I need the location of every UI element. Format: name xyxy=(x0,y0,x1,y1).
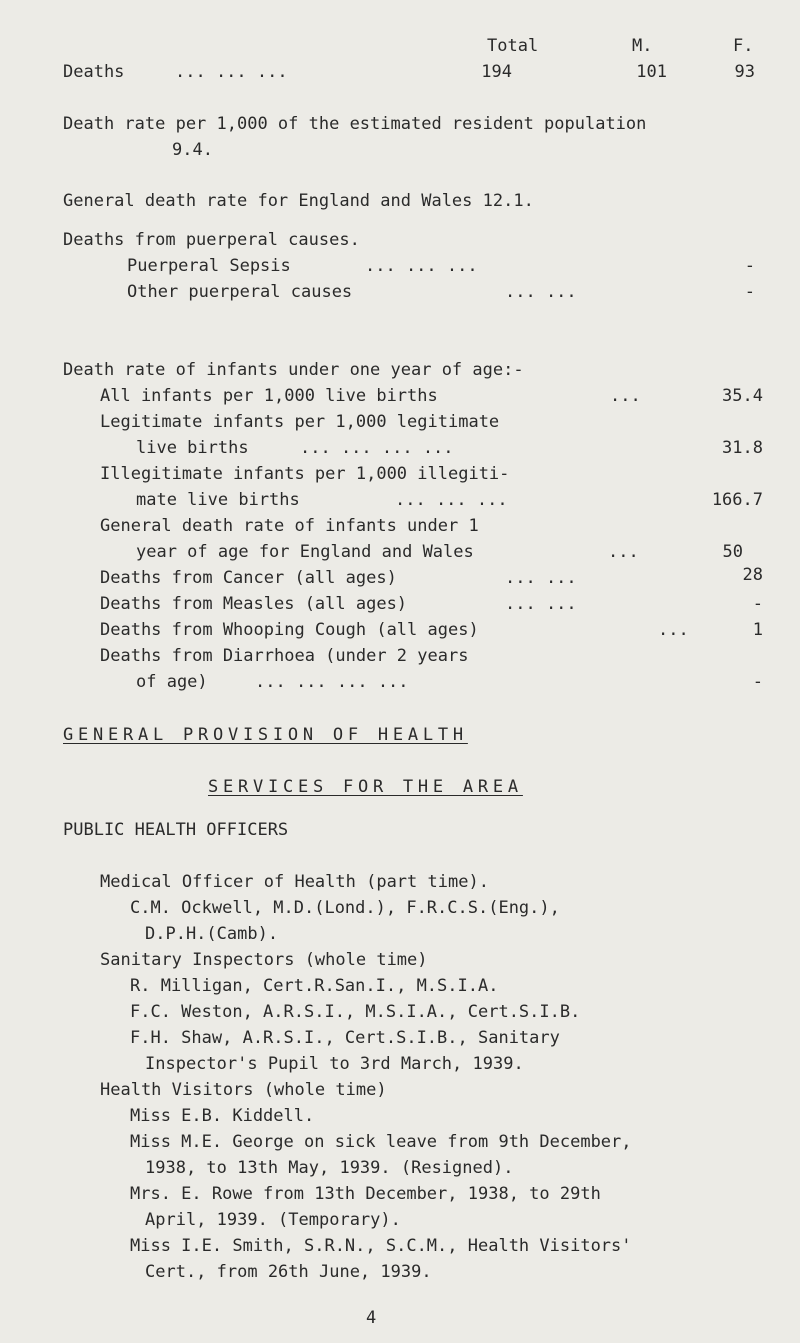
hv-line4a: Miss I.E. Smith, S.R.N., S.C.M., Health Visitors' xyxy=(130,1236,632,1256)
deaths-male: 101 xyxy=(636,62,667,82)
cancer-dots: ... ... xyxy=(505,568,577,588)
general-death-rate: General death rate for England and Wales 12.1. xyxy=(63,191,534,211)
header-female: F. xyxy=(733,36,754,56)
infant-legit-dots: ... ... ... ... xyxy=(300,438,454,458)
cancer-label: Deaths from Cancer (all ages) xyxy=(100,568,397,588)
header-male: M. xyxy=(632,36,653,56)
infant-illegit-line2: mate live births xyxy=(136,490,300,510)
whooping-value: 1 xyxy=(752,620,763,640)
diarrhoea-line2: of age) xyxy=(136,672,208,692)
whooping-dots: ... xyxy=(658,620,689,640)
infant-all-dots: ... xyxy=(610,386,641,406)
whooping-label: Deaths from Whooping Cough (all ages) xyxy=(100,620,479,640)
diarrhoea-line1: Deaths from Diarrhoea (under 2 years xyxy=(100,646,469,666)
hv-line4b: Cert., from 26th June, 1939. xyxy=(145,1262,432,1282)
hv-line1: Miss E.B. Kiddell. xyxy=(130,1106,315,1126)
infant-illegit-value: 166.7 xyxy=(711,490,763,510)
moh-title: Medical Officer of Health (part time). xyxy=(100,872,489,892)
public-health-officers-heading: PUBLIC HEALTH OFFICERS xyxy=(63,820,289,840)
hv-line2b: 1938, to 13th May, 1939. (Resigned). xyxy=(145,1158,514,1178)
section-title-line1: GENERAL PROVISION OF HEALTH xyxy=(63,725,468,745)
diarrhoea-value: - xyxy=(752,672,763,692)
infant-legit-value: 31.8 xyxy=(722,438,763,458)
infant-legit-line2: live births xyxy=(136,438,249,458)
infant-all-value: 35.4 xyxy=(722,386,763,406)
puerperal-other-label: Other puerperal causes xyxy=(127,282,353,302)
deaths-female: 93 xyxy=(734,62,755,82)
measles-dots: ... ... xyxy=(505,594,577,614)
moh-line2: D.P.H.(Camb). xyxy=(145,924,279,944)
header-total: Total xyxy=(487,36,539,56)
section-title-line2: SERVICES FOR THE AREA xyxy=(208,777,523,797)
infant-general-line1: General death rate of infants under 1 xyxy=(100,516,479,536)
sanitary-line1: R. Milligan, Cert.R.San.I., M.S.I.A. xyxy=(130,976,499,996)
infant-general-value: 50 xyxy=(722,542,743,562)
infant-general-line2: year of age for England and Wales xyxy=(136,542,474,562)
measles-value: - xyxy=(752,594,763,614)
sanitary-line2: F.C. Weston, A.R.S.I., M.S.I.A., Cert.S.I.B. xyxy=(130,1002,581,1022)
sanitary-line3b: Inspector's Pupil to 3rd March, 1939. xyxy=(145,1054,524,1074)
puerperal-other-value: - xyxy=(744,282,755,302)
death-rate-text: Death rate per 1,000 of the estimated resident population xyxy=(63,114,647,134)
infant-all-label: All infants per 1,000 live births xyxy=(100,386,438,406)
hv-line3b: April, 1939. (Temporary). xyxy=(145,1210,401,1230)
sanitary-line3a: F.H. Shaw, A.R.S.I., Cert.S.I.B., Sanitary xyxy=(130,1028,560,1048)
diarrhoea-dots: ... ... ... ... xyxy=(255,672,409,692)
hv-line2a: Miss M.E. George on sick leave from 9th December, xyxy=(130,1132,632,1152)
infant-heading: Death rate of infants under one year of age:- xyxy=(63,360,524,380)
hv-line3a: Mrs. E. Rowe from 13th December, 1938, to 29th xyxy=(130,1184,601,1204)
deaths-total: 194 xyxy=(481,62,512,82)
infant-general-dots: ... xyxy=(608,542,639,562)
deaths-label: Deaths xyxy=(63,62,125,82)
puerperal-sepsis-value: - xyxy=(744,256,755,276)
measles-label: Deaths from Measles (all ages) xyxy=(100,594,408,614)
sanitary-title: Sanitary Inspectors (whole time) xyxy=(100,950,428,970)
infant-illegit-dots: ... ... ... xyxy=(395,490,508,510)
puerperal-sepsis-label: Puerperal Sepsis xyxy=(127,256,291,276)
page-number: 4 xyxy=(366,1308,377,1328)
puerperal-heading: Deaths from puerperal causes. xyxy=(63,230,360,250)
death-rate-value: 9.4. xyxy=(172,140,213,160)
health-visitors-title: Health Visitors (whole time) xyxy=(100,1080,387,1100)
cancer-value: 28 xyxy=(742,565,763,585)
puerperal-other-dots: ... ... xyxy=(505,282,577,302)
puerperal-sepsis-dots: ... ... ... xyxy=(365,256,478,276)
deaths-dots: ... ... ... xyxy=(175,62,288,82)
infant-illegit-line1: Illegitimate infants per 1,000 illegiti- xyxy=(100,464,510,484)
moh-line1: C.M. Ockwell, M.D.(Lond.), F.R.C.S.(Eng.), xyxy=(130,898,560,918)
infant-legit-line1: Legitimate infants per 1,000 legitimate xyxy=(100,412,500,432)
